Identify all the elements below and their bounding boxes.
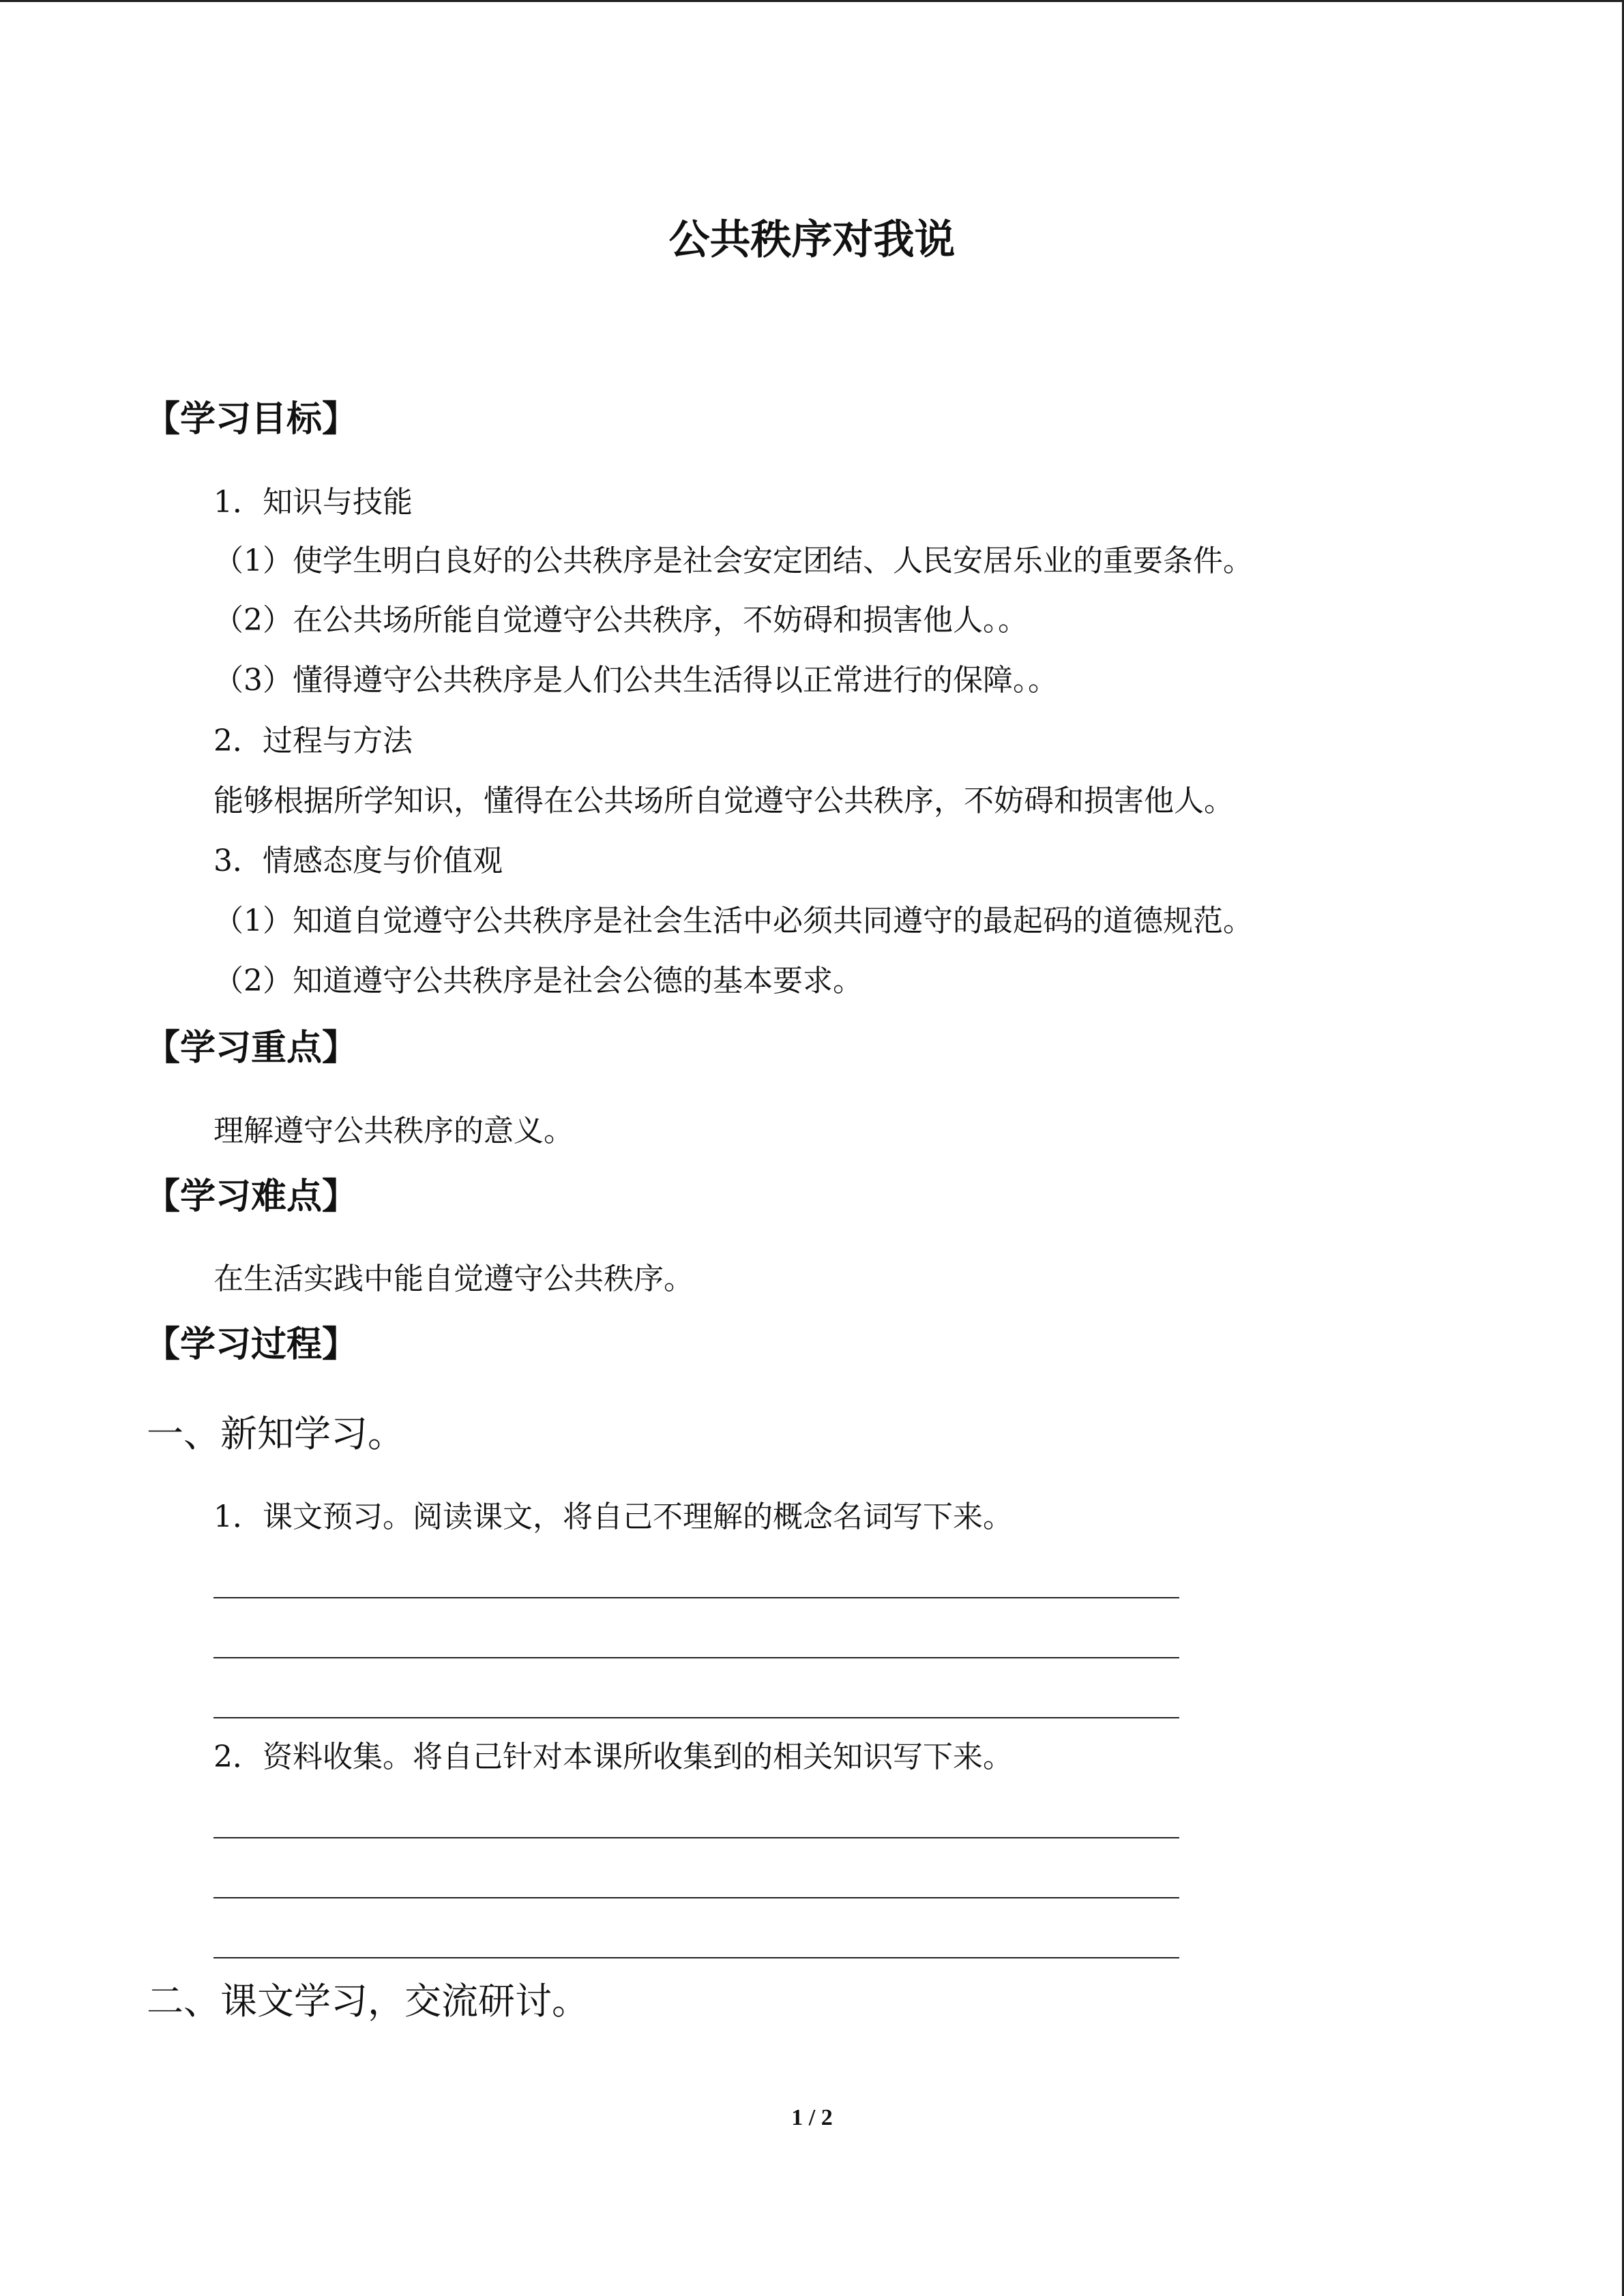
section-new-knowledge: 一、新知学习。 (147, 1412, 404, 1455)
objective-item: （2）知道遵守公共秩序是社会公德的基本要求。 (213, 964, 863, 998)
answer-line[interactable] (213, 1717, 1179, 1718)
objective-item: 2．过程与方法 (213, 724, 413, 758)
answer-line[interactable] (213, 1837, 1179, 1838)
objective-item: （2）在公共场所能自觉遵守公共秩序，不妨碍和损害他人。。 (213, 603, 1028, 638)
difficulties-heading: 【学习难点】 (145, 1176, 358, 1217)
objectives-heading: 【学习目标】 (145, 399, 358, 440)
process-heading: 【学习过程】 (145, 1324, 358, 1365)
section-discussion: 二、课文学习，交流研讨。 (147, 1980, 589, 2023)
page-top-border (0, 0, 1624, 2)
objective-item: （3）懂得遵守公共秩序是人们公共生活得以正常进行的保障。。 (213, 663, 1058, 698)
document-title: 公共秩序对我说 (668, 216, 956, 264)
answer-line[interactable] (213, 1597, 1179, 1598)
objective-item: 3．情感态度与价值观 (213, 844, 503, 878)
objective-item: 1．知识与技能 (213, 485, 413, 520)
objective-item: （1）知道自觉遵守公共秩序是社会生活中必须共同遵守的最起码的道德规范。 (213, 904, 1253, 938)
objective-item: 能够根据所学知识，懂得在公共场所自觉遵守公共秩序，不妨碍和损害他人。 (213, 784, 1234, 818)
page-number: 1 / 2 (791, 2105, 833, 2130)
objective-item: （1）使学生明白良好的公共秩序是社会安定团结、人民安居乐业的重要条件。 (213, 543, 1253, 578)
answer-line[interactable] (213, 1897, 1179, 1898)
difficulties-text: 在生活实践中能自觉遵守公共秩序。 (213, 1262, 694, 1296)
task-preview: 1．课文预习。阅读课文，将自己不理解的概念名词写下来。 (213, 1500, 1013, 1534)
answer-line[interactable] (213, 1957, 1179, 1958)
key-points-text: 理解遵守公共秩序的意义。 (213, 1114, 574, 1148)
answer-line[interactable] (213, 1657, 1179, 1658)
task-collect: 2．资料收集。将自己针对本课所收集到的相关知识写下来。 (213, 1740, 1013, 1774)
key-points-heading: 【学习重点】 (145, 1028, 358, 1069)
